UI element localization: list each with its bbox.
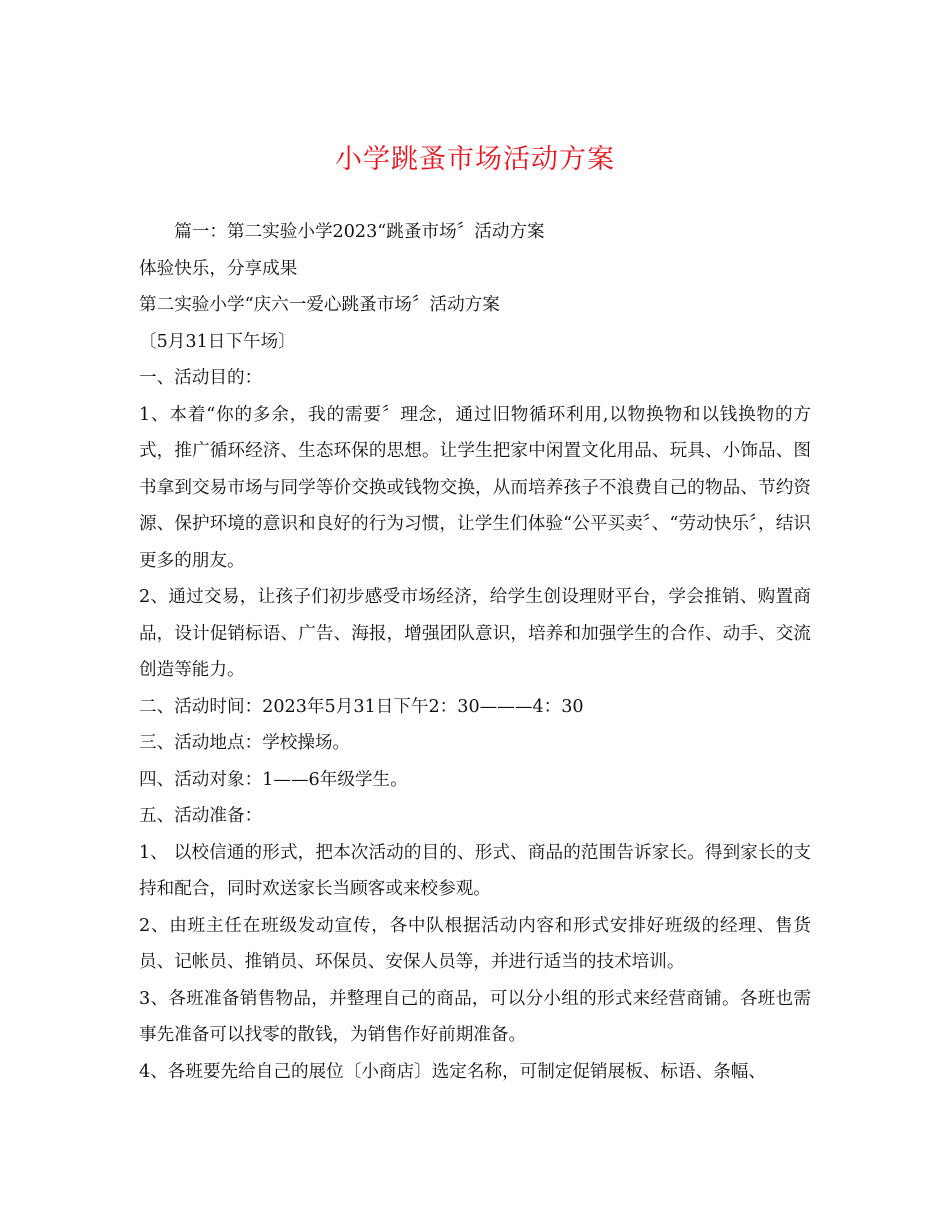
section-heading-location: 三、活动地点：学校操场。 (139, 733, 351, 753)
document-title: 小学跳蚤市场活动方案 (335, 144, 615, 175)
document-body (139, 214, 811, 1090)
paragraph-heading-part1: 篇一：第二实验小学2023“跳蚤市场〞活动方案 (174, 222, 545, 242)
section-heading-participants: 四、活动对象：1——6年级学生。 (139, 769, 408, 790)
paragraph-preparation-1: 1、 以校信通的形式，把本次活动的目的、形式、商品的范围告诉家长。得到家长的支持和配合，同时欢送家长当顾客或来校参观。 (139, 842, 811, 899)
paragraph-session: 〔5月31日下午场〕 (139, 331, 296, 352)
paragraph-purpose-2: 2、通过交易，让孩子们初步感受市场经济，给学生创设理财平台，学会推销、购置商品，设计促销标语、广告、海报，增强团队意识，培养和加强学生的合作、动手、交流创造等能力。 (139, 587, 811, 680)
paragraph-slogan: 体验快乐，分享成果 (139, 258, 298, 279)
paragraph-purpose-1: 1、本着“你的多余，我的需要〞理念，通过旧物循环利用,以物换物和以钱换物的方式，推广循环经济、生态环保的思想。让学生把家中闲置文化用品、玩具、小饰品、图书拿到交易市场与同学等价交换或钱物交换，从而培养孩子不浪费自己的物品、节约资源、保护环境的意识和良好的行为习惯，让学生们体验“公平买卖〞、“劳动快乐〞，结识更多的朋友。 (139, 404, 811, 571)
paragraph-preparation-2: 2、由班主任在班级发动宣传，各中队根据活动内容和形式安排好班级的经理、售货员、记帐员、推销员、环保员、安保人员等，并进行适当的技术培训。 (139, 915, 811, 972)
section-heading-purpose: 一、活动目的： (139, 368, 263, 388)
paragraph-preparation-4: 4、各班要先给自己的展位〔小商店〕选定名称，可制定促销展板、标语、条幅、 (139, 1061, 766, 1082)
section-heading-time: 二、活动时间：2023年5月31日下午2：30———4：30 (139, 696, 584, 717)
paragraph-plan-title: 第二实验小学“庆六一爱心跳蚤市场〞活动方案 (139, 295, 500, 315)
paragraph-preparation-3: 3、各班准备销售物品，并整理自己的商品，可以分小组的形式来经营商铺。各班也需事先准备可以找零的散钱，为销售作好前期准备。 (139, 988, 811, 1045)
section-heading-preparation: 五、活动准备： (139, 806, 263, 826)
